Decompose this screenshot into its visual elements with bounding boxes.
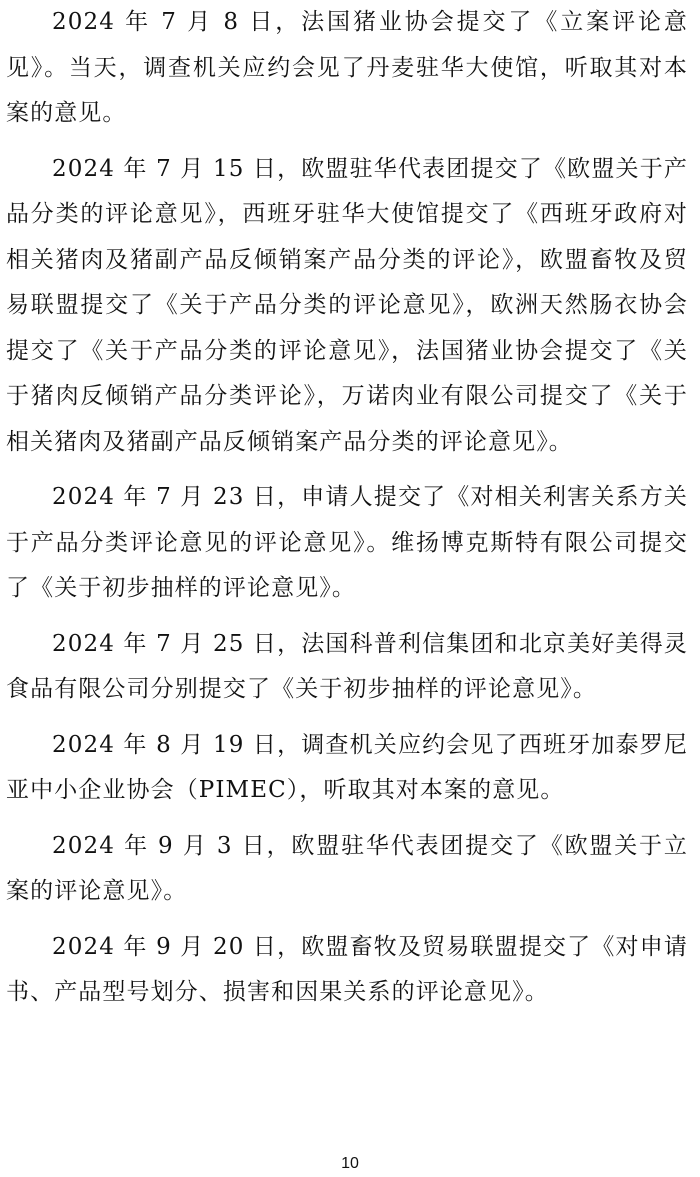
paragraph-2024-09-20: 2024 年 9 月 20 日，欧盟畜牧及贸易联盟提交了《对申请书、产品型号划分、损害和因果关系的评论意见》。 (6, 933, 688, 1005)
paragraph-2024-08-19: 2024 年 8 月 19 日，调查机关应约会见了西班牙加泰罗尼亚中小企业协会（PIMEC），听取其对本案的意见。 (6, 731, 688, 803)
body-text (6, 0, 688, 1026)
paragraph-2024-07-23: 2024 年 7 月 23 日，申请人提交了《对相关利害关系方关于产品分类评论意见的评论意见》。维扬博克斯特有限公司提交了《关于初步抽样的评论意见》。 (6, 484, 688, 601)
paragraph-2024-07-08: 2024 年 7 月 8 日，法国猪业协会提交了《立案评论意见》。当天，调查机关应约会见了丹麦驻华大使馆，听取其对本案的意见。 (6, 9, 688, 126)
paragraph-2024-07-15: 2024 年 7 月 15 日，欧盟驻华代表团提交了《欧盟关于产品分类的评论意见》，西班牙驻华大使馆提交了《西班牙政府对相关猪肉及猪副产品反倾销案产品分类的评论》，欧盟畜牧及贸易联盟提交了《关于产品分类的评论意见》，欧洲天然肠衣协会提交了《关于产品分类的评论意见》，法国猪业协会提交了《关于猪肉反倾销产品分类评论》，万诺肉业有限公司提交了《关于相关猪肉及猪副产品反倾销案产品分类的评论意见》。 (6, 155, 688, 455)
paragraph-2024-09-03: 2024 年 9 月 3 日，欧盟驻华代表团提交了《欧盟关于立案的评论意见》。 (6, 832, 688, 904)
paragraph-2024-07-25: 2024 年 7 月 25 日，法国科普利信集团和北京美好美得灵食品有限公司分别提交了《关于初步抽样的评论意见》。 (6, 630, 688, 702)
page-number: 10 (341, 1155, 359, 1172)
